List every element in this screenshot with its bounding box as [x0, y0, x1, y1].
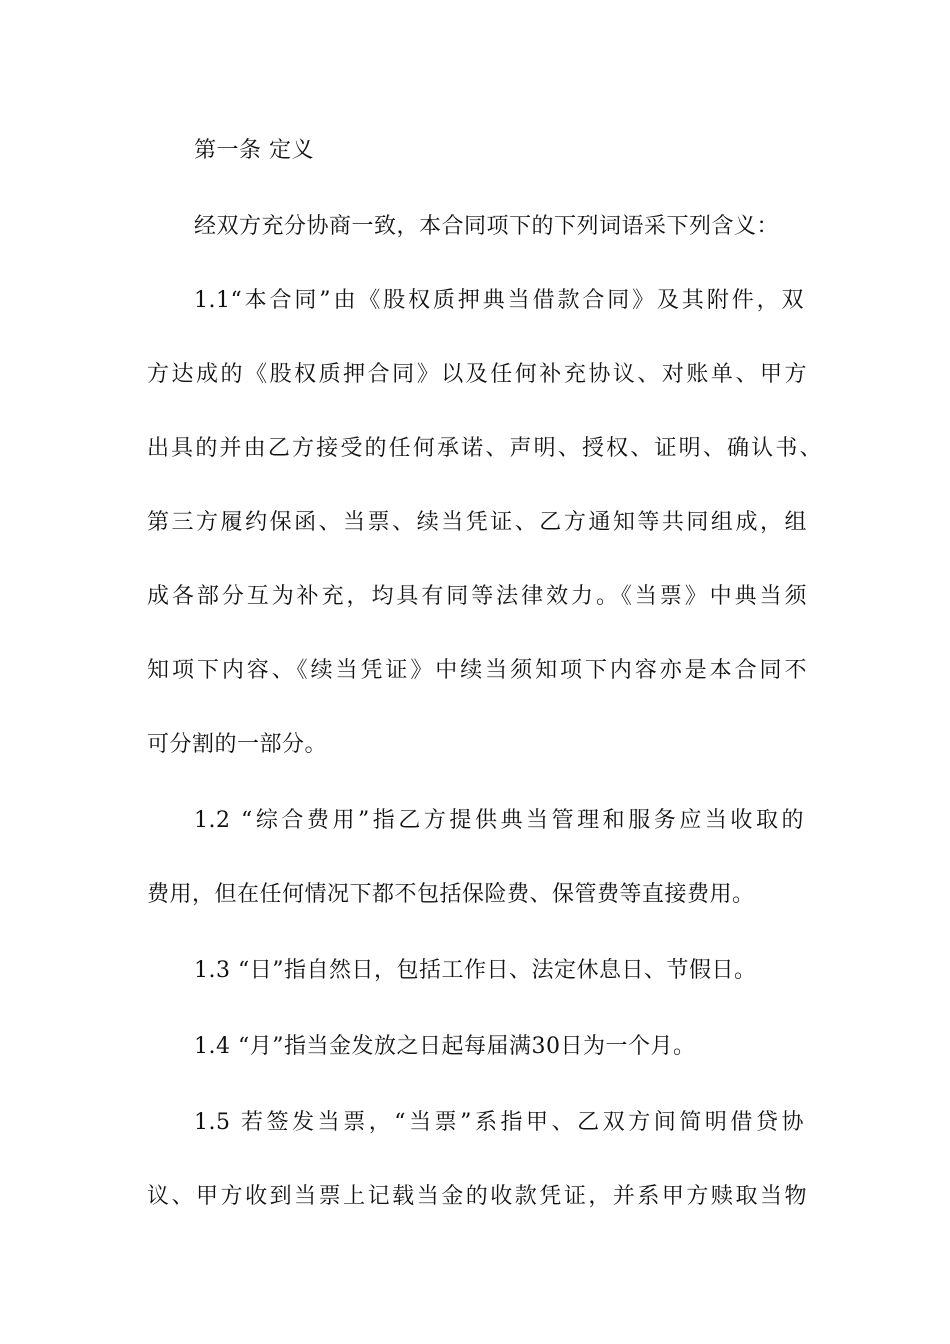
paragraph-line: 可分割的一部分。 [147, 732, 328, 757]
paragraph-line: 经双方充分协商一致，本合同项下的下列词语采下列含义： [194, 214, 780, 239]
paragraph-line: 1.2 “综合费用”指乙方提供典当管理和服务应当收取的 [194, 808, 804, 833]
paragraph-line: 1.4 “月”指当金发放之日起每届满30日为一个月。 [194, 1034, 696, 1059]
paragraph-line: 方达成的《股权质押合同》以及任何补充协议、对账单、甲方 [147, 362, 807, 387]
paragraph-line: 第三方履约保函、当票、续当凭证、乙方通知等共同组成，组 [147, 510, 807, 535]
paragraph-line: 议、甲方收到当票上记载当金的收款凭证，并系甲方赎取当物 [147, 1184, 807, 1209]
paragraph-line: 1.3 “日”指自然日，包括工作日、法定休息日、节假日。 [194, 958, 757, 983]
paragraph-line: 1.5 若签发当票，“当票”系指甲、乙双方间简明借贷协 [194, 1110, 804, 1135]
paragraph-line: 1.1“本合同”由《股权质押典当借款合同》及其附件，双 [194, 288, 804, 313]
paragraph-line: 出具的并由乙方接受的任何承诺、声明、授权、证明、确认书、 [147, 436, 822, 461]
section-title: 第一条 定义 [194, 138, 314, 163]
paragraph-line: 知项下内容、《续当凭证》中续当须知项下内容亦是本合同不 [147, 658, 807, 683]
paragraph-line: 费用，但在任何情况下都不包括保险费、保管费等直接费用。 [147, 882, 755, 907]
paragraph-line: 成各部分互为补充，均具有同等法律效力。《当票》中典当须 [147, 584, 807, 609]
